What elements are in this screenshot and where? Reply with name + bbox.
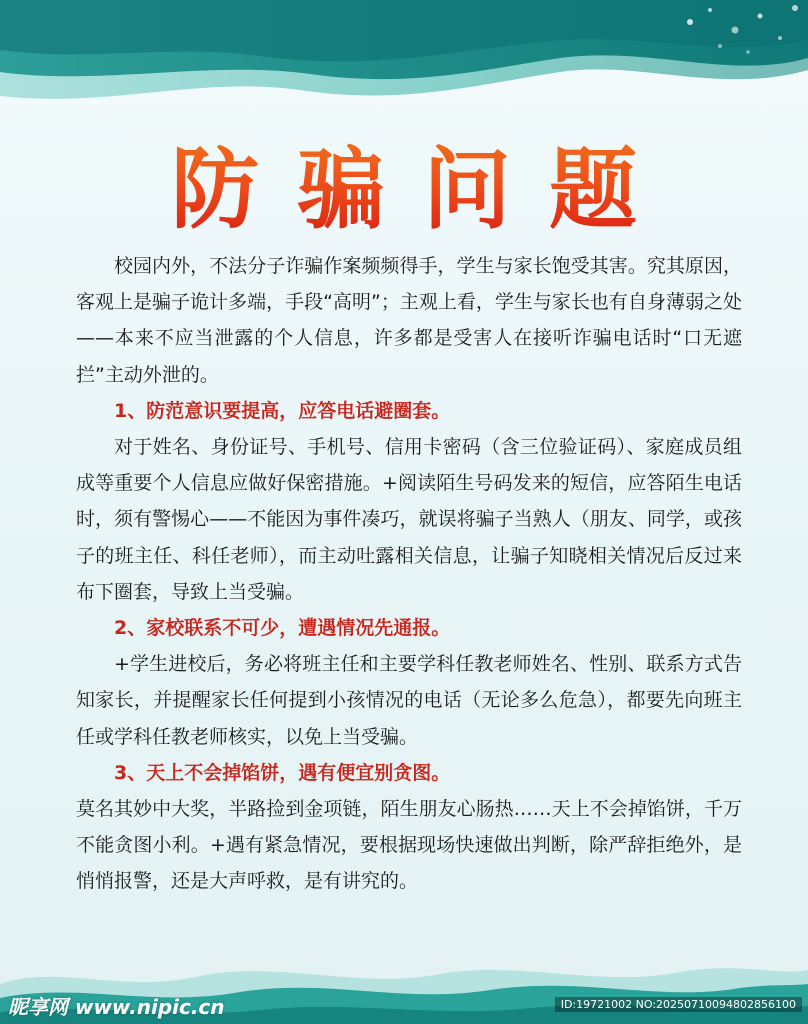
section-body-2: +学生进校后，务必将班主任和主要学科任教老师姓名、性别、联系方式告知家长，并提醒家长任何提到小孩情况的电话（无论多么危急），都要先向班主任或学科任教老师核实，以免上当受骗。 [76, 653, 742, 748]
section-body-3: 莫名其妙中大奖，半路捡到金项链，陌生朋友心肠热……天上不会掉馅饼，千万不能贪图小利。+遇有紧急情况，要根据现场快速做出判断，除严辞拒绝外，是悄悄报警，还是大声呼救，是有讲究的。 [76, 798, 742, 893]
section-body-1: 对于姓名、身份证号、手机号、信用卡密码（含三位验证码）、家庭成员组成等重要个人信息应做好保密措施。+阅读陌生号码发来的短信，应答陌生电话时，须有警惕心——不能因为事件凑巧，就误将骗子当熟人（朋友、同学，或孩子的班主任、科任老师），而主动吐露相关信息，让骗子知晓相关情况后反过来布下圈套，导致上当受骗。 [76, 436, 742, 603]
section-heading-2: 2、家校联系不可少，遭遇情况先通报。 [114, 617, 451, 640]
top-wave-decoration [0, 0, 808, 120]
article-body [76, 248, 742, 900]
section-heading-3: 3、天上不会掉馅饼，遇有便宜别贪图。 [114, 761, 451, 784]
intro-paragraph: 校园内外，不法分子诈骗作案频频得手，学生与家长饱受其害。究其原因，客观上是骗子诡计多端，手段“高明”；主观上看，学生与家长也有自身薄弱之处——本来不应当泄露的个人信息，许多都是受害人在接听诈骗电话时“口无遮拦”主动外泄的。 [76, 255, 742, 386]
watermark-logo: 昵享网 www.nipic.cn [8, 995, 225, 1019]
watermark-id: ID:19721002 NO:20250710094802856100 [555, 997, 802, 1012]
section-heading-1: 1、防范意识要提高，应答电话避圈套。 [114, 399, 451, 422]
page-title: 防骗问题 [0, 120, 808, 246]
